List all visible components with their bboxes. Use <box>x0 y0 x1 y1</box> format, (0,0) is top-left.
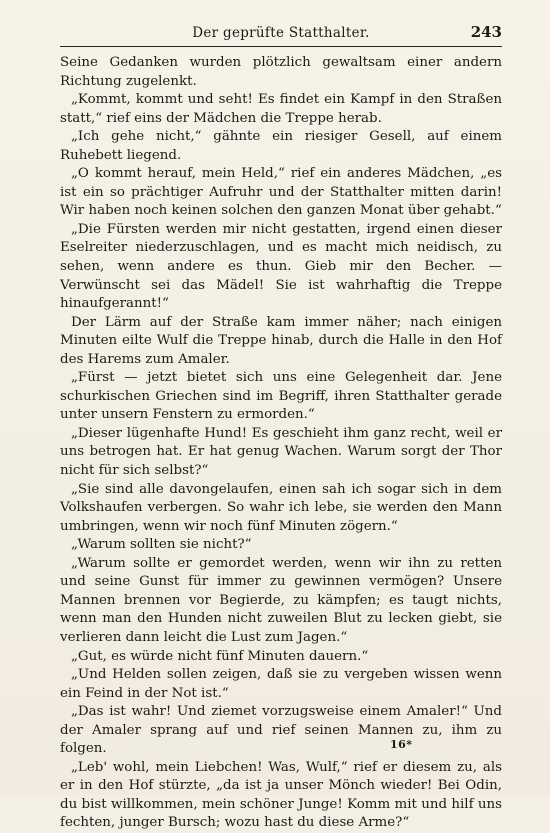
paragraph: Seine Gedanken wurden plötzlich gewaltsam einer andern Richtung zugelenkt. <box>60 55 502 89</box>
running-title: Der geprüfte Statthalter. <box>192 25 370 41</box>
paragraph: „Gut, es würde nicht fünf Minuten dauern.“ <box>71 648 369 664</box>
paragraph: „Das ist wahr! Und ziemet vorzugsweise einem Amaler!“ Und der Amaler sprang auf und rief seinen Mannen zu, ihm zu folgen. <box>60 704 502 757</box>
paragraph: „Fürst — jetzt bietet sich uns eine Gelegenheit dar. Jene schurkischen Griechen sind im Begriff, ihren Statthalter gerade unter unsern Fenstern zu ermorden.“ <box>60 370 502 423</box>
paragraph: „Ich gehe nicht,“ gähnte ein riesiger Gesell, auf einem Ruhebett liegend. <box>60 129 502 163</box>
paragraph: „Sie sind alle davongelaufen, einen sah ich sogar sich in dem Volkshaufen verbergen. So wahr ich lebe, sie werden den Mann umbringen, wenn wir noch fünf Minuten zögern.“ <box>60 481 502 534</box>
paragraph: „Leb' wohl, mein Liebchen! Was, Wulf,“ rief er diesem zu, als er in den Hof stürzte, „da ist ja unser Mönch wieder! Bei Odin, du bist willkommen, mein schöner Junge! Komm mit und hilf uns fechten, junger Bursch; wozu hast du diese Arme?“ <box>60 759 502 831</box>
signature-mark: 16* <box>390 738 413 751</box>
paragraph: „O kommt herauf, mein Held,“ rief ein anderes Mädchen, „es ist ein so prächtiger Aufruhr und der Statthalter mitten darin! Wir haben noch keinen solchen den ganzen Monat über gehabt.“ <box>60 166 502 219</box>
paragraph: „Warum sollte er gemordet werden, wenn wir ihn zu retten und seine Gunst für immer zu gewinnen vermögen? Unsere Mannen brennen vor Begierde, zu kämpfen; es taugt nichts, wenn man den Hunden nicht zuweilen Blut zu lecken giebt, sie verlieren dann leicht die Lust zum Jagen.“ <box>60 555 502 645</box>
paragraph: „Warum sollten sie nicht?“ <box>71 537 252 553</box>
paragraph: „Die Fürsten werden mir nicht gestatten, irgend einen dieser Eselreiter niederzuschlagen, und es macht mich neidisch, zu sehen, wenn andere es thun. Gieb mir den Becher. — Verwünscht sei das Mädel! Sie ist wahrhaftig die Treppe hinaufgerannt!“ <box>60 221 502 312</box>
page-number: 243 <box>470 23 502 41</box>
paragraph: „Kommt, kommt und seht! Es findet ein Kampf in den Straßen statt,“ rief eins der Mädchen die Treppe herab. <box>60 92 502 126</box>
page-header <box>60 22 502 44</box>
header-rule <box>60 46 502 47</box>
paragraph: „Und Helden sollen zeigen, daß sie zu vergeben wissen wenn ein Feind in der Not ist.“ <box>60 667 502 701</box>
body-text <box>60 54 502 833</box>
paragraph: Der Lärm auf der Straße kam immer näher; nach einigen Minuten eilte Wulf die Treppe hinab, durch die Halle in den Hof des Harems zum Amaler. <box>60 314 502 367</box>
paragraph: „Dieser lügenhafte Hund! Es geschieht ihm ganz recht, weil er uns betrogen hat. Er hat genug Wachen. Warum sorgt der Thor nicht für sich selbst?“ <box>60 425 502 479</box>
